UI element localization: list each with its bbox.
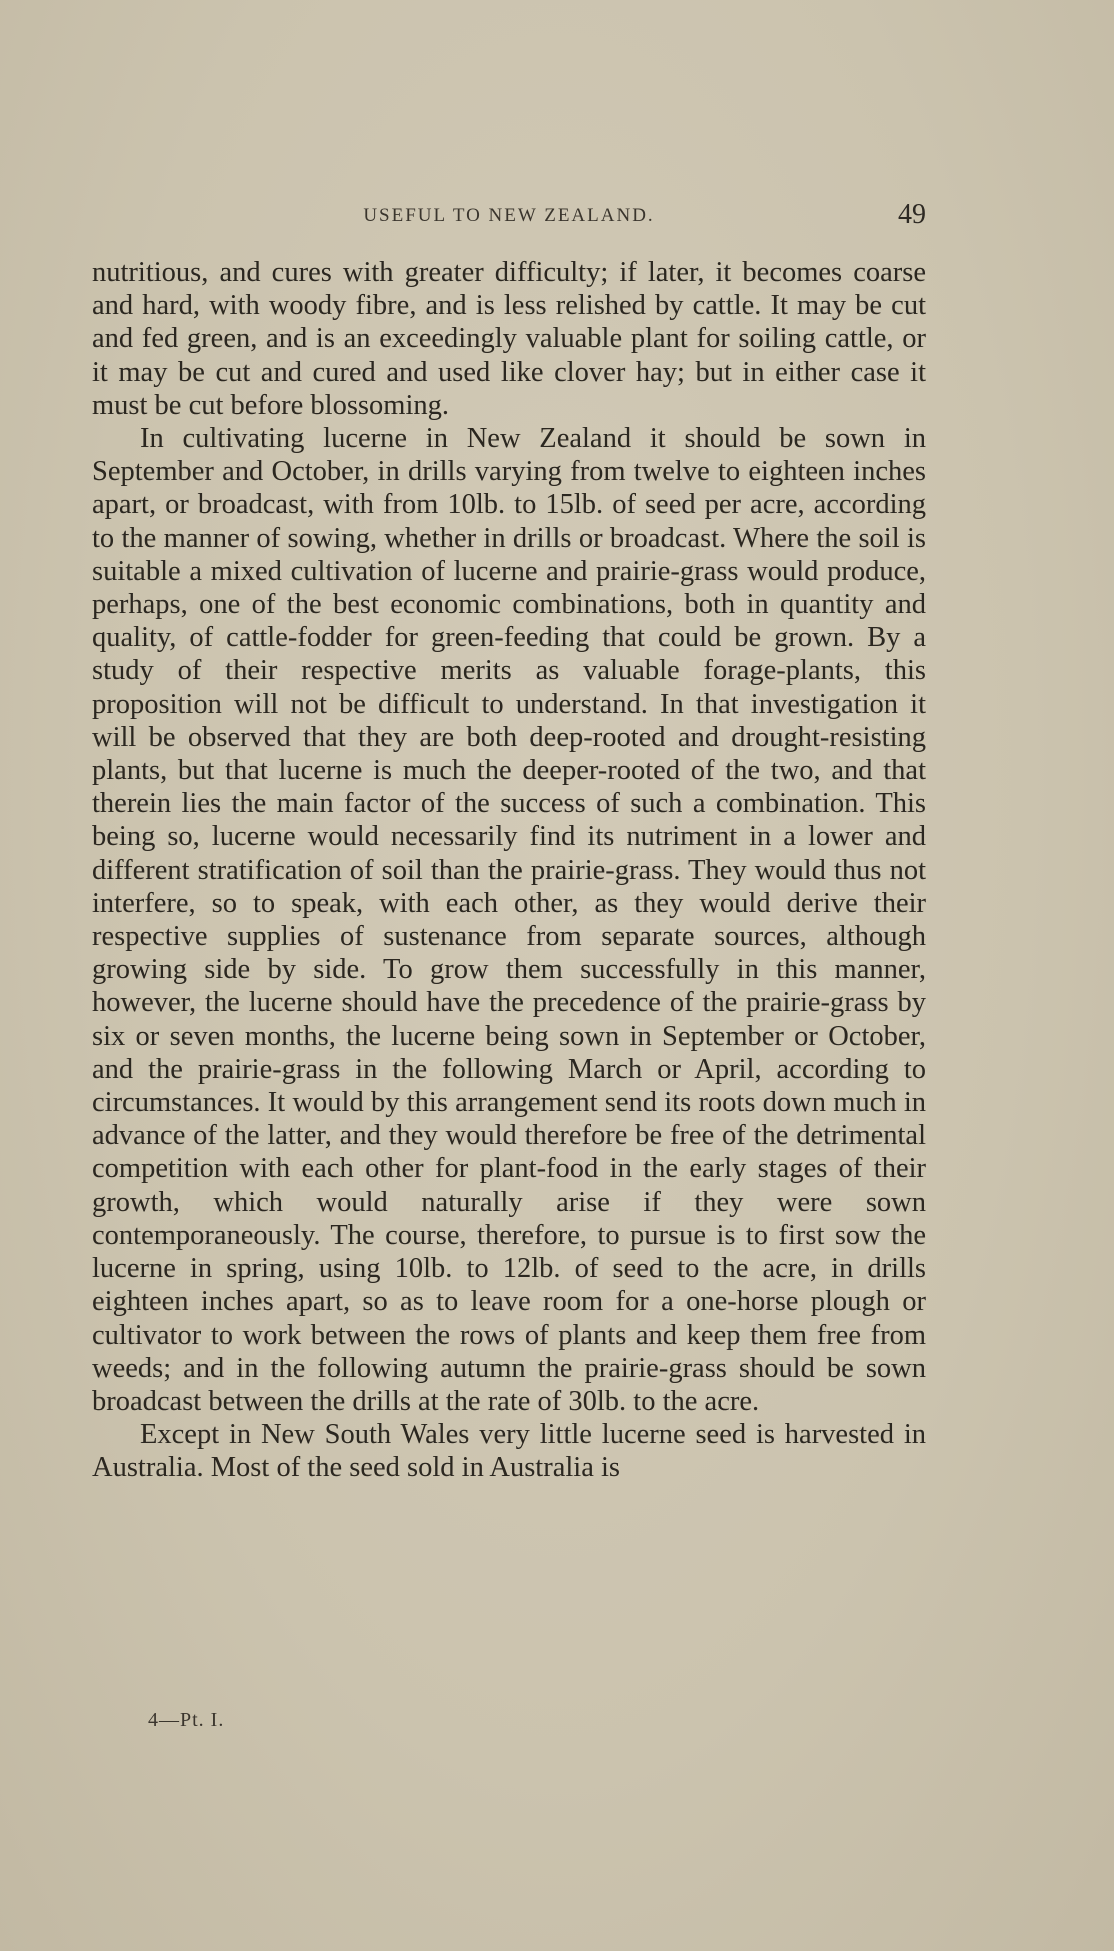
body-text (92, 256, 926, 1485)
running-head (92, 199, 926, 239)
paragraph-seed-harvest: Except in New South Wales very little lucerne seed is harvested in Australia. Most of the seed sold in Australia is (92, 1419, 926, 1484)
page-number: 49 (898, 199, 926, 230)
paragraph-continuation: nutritious, and cures with greater difficulty; if later, it becomes coarse and hard, with woody fibre, and is less relished by cattle. It may be cut and fed green, and is an exceedingly valuable plant for soiling cattle, or it may be cut and cured and used like clover hay; but in either case it must be cut before blossoming. (92, 257, 926, 421)
signature-mark: 4—Pt. I. (148, 1709, 225, 1731)
paragraph-cultivation: In cultivating lucerne in New Zealand it should be sown in September and October, in drills varying from twelve to eighteen inches apart, or broadcast, with from 10lb. to 15lb. of seed per acre, according to the manner of sowing, whether in drills or broadcast. Where the soil is suitable a mixed cultivation of lucerne and prairie-grass would produce, perhaps, one of the best economic combinations, both in quantity and quality, of cattle-fodder for green-feeding that could be grown. By a study of their respective merits as valuable forage-plants, this proposition will not be difficult to understand. In that investigation it will be observed that they are both deep-rooted and drought-resisting plants, but that lucerne is much the deeper-rooted of the two, and that therein lies the main factor of the success of such a combination. This being so, lucerne would necessarily find its nutriment in a lower and different stratification of soil than the prairie-grass. They would thus not interfere, so to speak, with each other, as they would derive their respective supplies of sustenance from separate sources, although growing side by side. To grow them successfully in this manner, however, the lucerne should have the precedence of the prairie-grass by six or seven months, the lucerne being sown in September or October, and the prairie-grass in the following March or April, according to circumstances. It would by this arrangement send its roots down much in advance of the latter, and they would therefore be free of the detrimental competition with each other for plant-food in the early stages of their growth, which would naturally arise if they were sown contemporaneously. The course, therefore, to pursue is to first sow the lucerne in spring, using 10lb. to 12lb. of seed to the acre, in drills eighteen inches apart, so as to leave room for a one-horse plough or cultivator to work between the rows of plants and keep them free from weeds; and in the following autumn the prairie-grass should be sown broadcast between the drills at the rate of 30lb. to the acre. (92, 423, 926, 1417)
running-title: USEFUL TO NEW ZEALAND. (363, 205, 655, 226)
